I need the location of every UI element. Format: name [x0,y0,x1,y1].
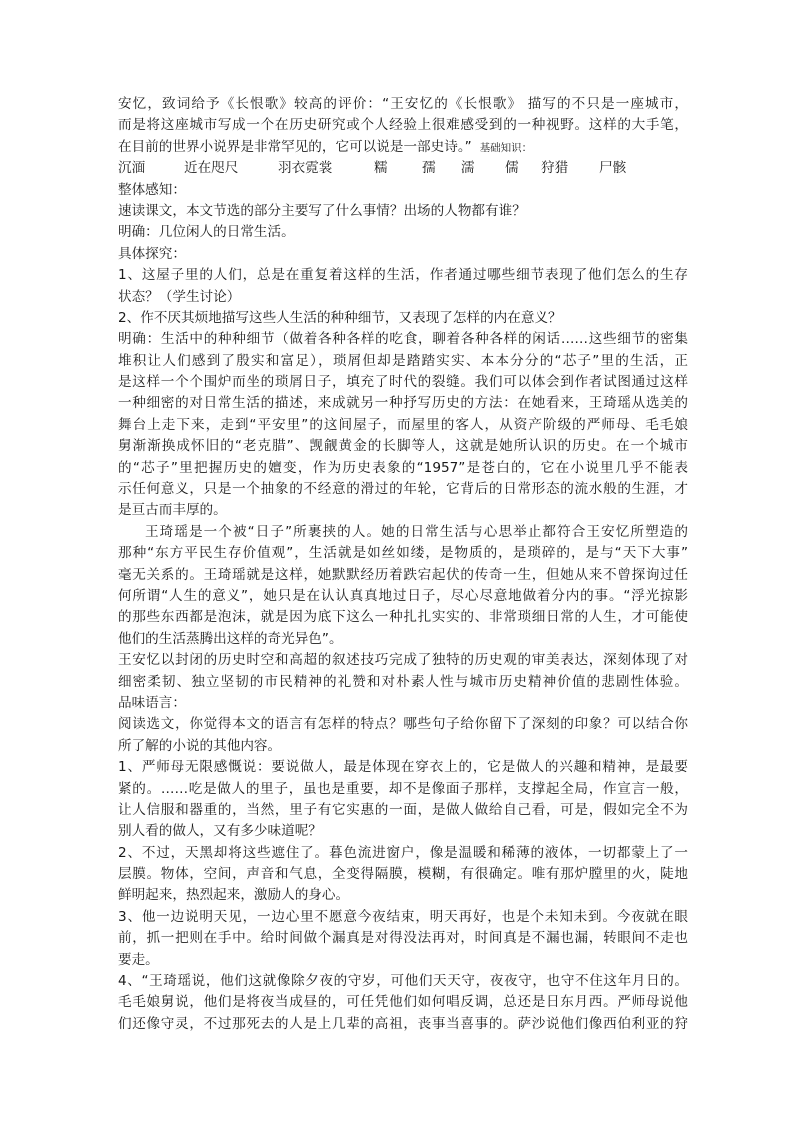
vocab-word: 狩猎 [541,160,569,177]
answer2-line: 是亘古而丰厚的。 [118,502,227,519]
intro-line-3 [118,137,688,158]
explore-q2: 2、作不厌其烦地描写这些人生活的种种细节，又表现了怎样的内在意义？ [118,309,562,326]
vocab-word: 沉湎 [118,160,146,177]
vocab-word: 濡 [461,160,475,177]
quote4-line: 4、“王琦瑶说，他们这就像除夕夜的守岁，可他们天天守，夜夜守，也守不住这年月日的。 [118,973,688,990]
answer2-line: 舞台上走下来，走到“平安里”的这间屋子，而屋里的客人，从资产阶级的严师母、毛毛娘 [118,416,688,433]
quote3-line: 3、他一边说明天见，一边心里不愿意今夜结束，明天再好，也是个未知未到。今夜就在眼 [118,908,688,925]
answer2-line: 示任何意义，只是一个抽象的不经意的滑过的年轮，它背后的日常形态的流水般的生涯，才 [118,481,688,498]
document-page [118,94,688,1035]
answer3-line: 那种“东方平民生存价值观”，生活就是如丝如缕，是物质的，是琐碎的，是与“天下大事” [118,545,688,562]
answer2-line: 舅渐渐换成怀旧的“老克腊”、觊觎黄金的长脚等人，这就是她所认识的历史。在一个城市 [118,438,688,455]
quote4-line: 毛毛娘舅说，他们是将夜当成昼的，可任凭他们如何唱反调，总还是日东月西。严师母说他 [118,994,688,1011]
vocab-word: 尸骸 [599,160,627,177]
answer3-line: 毫无关系的。王琦瑶就是这样，她默默经历着跌宕起伏的传奇一生，但她从来不曾探询过任 [118,566,688,583]
basic-knowledge-label: 基础知识： [479,141,533,154]
overall-heading: 整体感知： [118,181,186,198]
explore-q1-line: 1、这屋子里的人们，总是在重复着这样的生活，作者通过哪些细节表现了他们怎么的生存 [118,267,688,284]
answer4-line: 细密柔韧、独立坚韧的市民精神的礼赞和对朴素人性与城市历史精神价值的悲剧性体验。 [118,673,688,690]
overall-question: 速读课文，本文节选的部分主要写了什么事情？出场的人物都有谁？ [118,202,526,219]
vocab-word: 儒 [505,160,519,177]
answer2-line: 堆积让人们感到了殷实和富足），琐屑但却是踏踏实实、本本分分的“芯子”里的生活，正 [118,352,688,369]
explore-q1-line: 状态？（学生讨论） [118,288,241,305]
vocab-word: 孺 [422,160,436,177]
vocab-word: 近在咫尺 [184,160,239,177]
answer3-line: 何所谓“人生的意义”，她只是在认认真真地过日子，尽心尽意地做着分内的事。“浮光掠影 [118,587,688,604]
quote4-line: 们还像守灵，不过那死去的人是上几辈的高祖，丧事当喜事的。萨沙说他们像西伯利亚的狩 [118,1015,688,1032]
intro-line-3-text: 在目前的世界小说界是非常罕见的，它可以说是一部史诗。” [118,138,472,155]
quote2-line: 2、不过，天黑却将这些遮住了。暮色流进窗户，像是温暖和稀薄的液体，一切都蒙上了一 [118,844,688,861]
answer2-line: 的“芯子”里把握历史的嬗变，作为历史表象的“1957”是苍白的，它在小说里几乎不能表 [118,459,688,476]
answer4-line: 王安忆以封闭的历史时空和高超的叙述技巧完成了独特的历史观的审美表达，深刻体现了对 [118,652,688,669]
quote2-line: 层膜。物体，空间，声音和气息，全变得隔膜，模糊，有很确定。唯有那炉膛里的火，陡地 [118,866,688,883]
intro-line-2: 而是将这座城市写成一个在历史研究或个人经验上很难感受到的一种视野。这样的大手笔， [118,117,688,134]
intro-line-1: 安忆，致词给予《长恨歌》较高的评价：“王安忆的《长恨歌》 描写的不只是一座城市， [118,96,688,112]
quote3-line: 要走。 [118,951,159,968]
vocab-word: 糯 [374,160,388,177]
language-question-line: 阅读选文，你觉得本文的语言有怎样的特点？哪些句子给你留下了深刻的印象？可以结合你 [118,716,688,733]
vocab-word: 羽衣霓裳 [278,160,333,177]
answer2-line: 明确：生活中的种种细节（做着各种各样的吃食，聊着各种各样的闲话……这些细节的密集 [118,331,688,348]
quote1-line: 1、严师母无限感慨说：要说做人，最是体现在穿衣上的，它是做人的兴趣和精神，是最要 [118,759,688,776]
quote1-line: 紧的。……吃是做人的里子，虽也是重要，却不是像面子那样，支撑起全局，作宣言一般， [118,780,688,797]
language-question-line: 所了解的小说的其他内容。 [118,737,282,754]
explore-heading: 具体探究： [118,245,186,262]
answer2-line: 一种细密的对日常生活的描述，来成就另一种抒写历史的方法：在她看来，王琦瑶从选美的 [118,395,688,412]
quote1-line: 让人信服和器重的，当然，里子有它实惠的一面，是做人做给自己看，可是，假如完全不为 [118,801,688,818]
quote2-line: 鲜明起来，热烈起来，激励人的身心。 [118,887,350,904]
answer3-line: 王琦瑶是一个被“日子”所裹挟的人。她的日常生活与心思举止都符合王安忆所塑造的 [145,523,688,540]
answer3-line: 的那些东西都是泡沫，就是因为底下这么一种扎扎实实的、非常琐细日常的人生，才可能使 [118,609,688,626]
quote3-line: 前，抓一把则在手中。给时间做个漏真是对得没法再对，时间真是不漏也漏，转眼间不走也 [118,930,688,947]
answer2-line: 是这样一个个围炉而坐的琐屑日子，填充了时代的裂缝。我们可以体会到作者试图通过这样 [118,374,688,391]
answer3-line: 他们的生活蒸腾出这样的奇光异色”。 [118,630,343,647]
quote1-line: 别人看的做人，又有多少味道呢？ [118,823,322,840]
overall-answer: 明确：几位闲人的日常生活。 [118,224,295,241]
language-heading: 品味语言： [118,694,186,711]
vocab-list [118,158,688,179]
